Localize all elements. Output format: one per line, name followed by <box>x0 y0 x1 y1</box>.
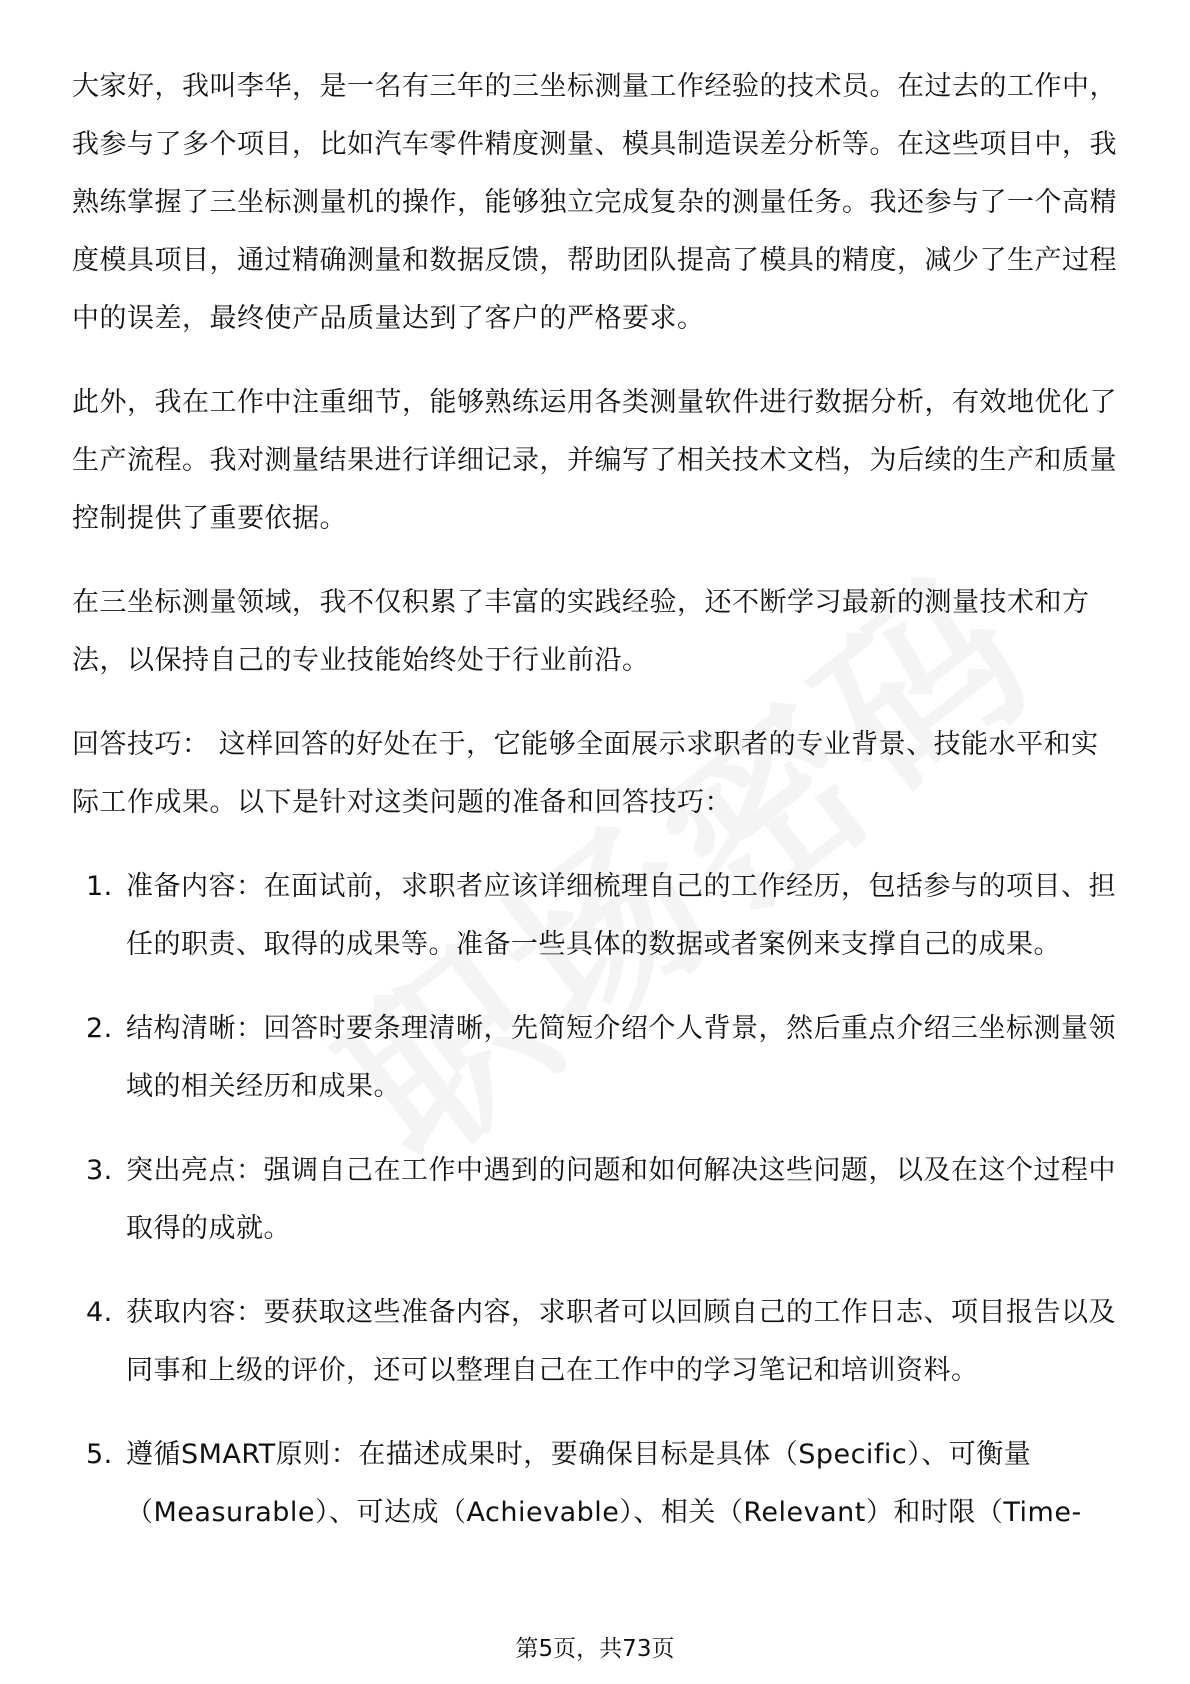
list-item-text: 结构清晰：回答时要条理清晰，先简短介绍个人背景，然后重点介绍三坐标测量领域的相关经历和成果。 <box>126 1013 1116 1102</box>
expertise-paragraph: 在三坐标测量领域，我不仅积累了丰富的实践经验，还不断学习最新的测量技术和方法，以保持自己的专业技能始终处于行业前沿。 <box>72 587 1090 676</box>
list-item <box>72 858 1122 974</box>
list-number: 4. <box>86 1297 113 1328</box>
list-item-text: 遵循SMART原则：在描述成果时，要确保目标是具体（Specific）、可衡量（Measurable）、可达成（Achievable）、相关（Relevant）和时限（Time- <box>126 1439 1082 1528</box>
list-item <box>72 1142 1122 1258</box>
list-item <box>72 1000 1122 1116</box>
list-item-text: 获取内容：要获取这些准备内容，求职者可以回顾自己的工作日志、项目报告以及同事和上级的评价，还可以整理自己在工作中的学习笔记和培训资料。 <box>126 1297 1116 1386</box>
intro-paragraph: 大家好，我叫李华，是一名有三年的三坐标测量工作经验的技术员。在过去的工作中，我参与了多个项目，比如汽车零件精度测量、模具制造误差分析等。在这些项目中，我熟练掌握了三坐标测量机的操作，能够独立完成复杂的测量任务。我还参与了一个高精度模具项目，通过精确测量和数据反馈，帮助团队提高了模具的精度，减少了生产过程中的误差，最终使产品质量达到了客户的严格要求。 <box>72 71 1117 334</box>
list-number: 5. <box>86 1439 113 1470</box>
list-number: 2. <box>86 1013 113 1044</box>
list-item-text: 准备内容：在面试前，求职者应该详细梳理自己的工作经历，包括参与的项目、担任的职责、取得的成果等。准备一些具体的数据或者案例来支撑自己的成果。 <box>126 871 1116 960</box>
page-number-footer: 第5页，共73页 <box>515 1636 675 1662</box>
list-number: 3. <box>86 1155 113 1186</box>
tips-intro-paragraph: 回答技巧： 这样回答的好处在于，它能够全面展示求职者的专业背景、技能水平和实际工作成果。以下是针对这类问题的准备和回答技巧： <box>72 729 1099 818</box>
document-body <box>72 58 1122 1568</box>
tips-list <box>72 858 1122 1542</box>
list-item <box>72 1284 1122 1400</box>
list-item-text: 突出亮点：强调自己在工作中遇到的问题和如何解决这些问题，以及在这个过程中取得的成就。 <box>126 1155 1116 1244</box>
list-item <box>72 1426 1122 1542</box>
list-number: 1. <box>86 871 113 902</box>
detail-paragraph: 此外，我在工作中注重细节，能够熟练运用各类测量软件进行数据分析，有效地优化了生产流程。我对测量结果进行详细记录，并编写了相关技术文档，为后续的生产和质量控制提供了重要依据。 <box>72 387 1117 534</box>
